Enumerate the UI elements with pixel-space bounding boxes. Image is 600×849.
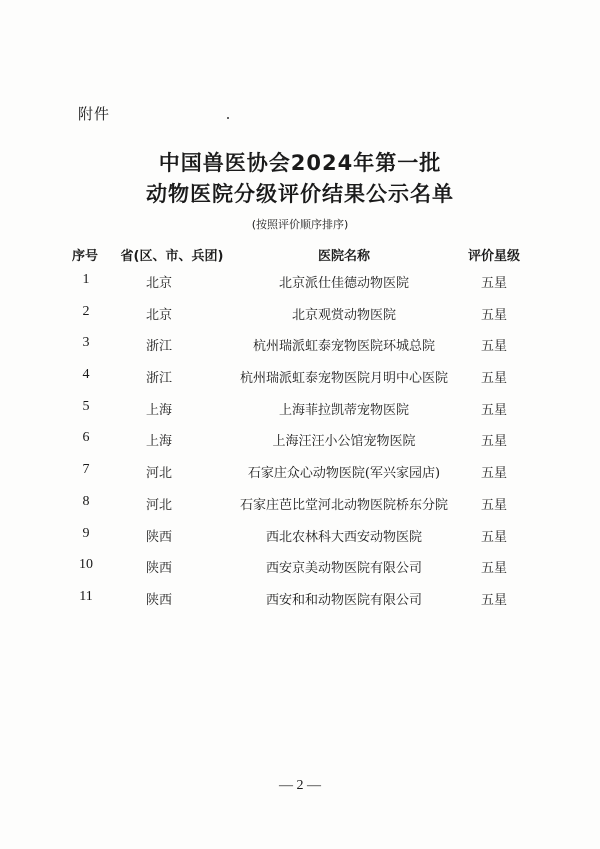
row-province: 北京 xyxy=(146,307,173,323)
row-no: 10 xyxy=(79,557,93,573)
row-hospital-name: 西北农林科大西安动物医院 xyxy=(265,529,422,545)
page-number: — 2 — xyxy=(279,778,321,793)
row-rating: 五星 xyxy=(480,561,507,577)
table-row xyxy=(0,430,600,462)
row-no: 8 xyxy=(82,493,90,509)
row-rating: 五星 xyxy=(480,497,507,513)
document-subtitle: (按照评价顺序排序) xyxy=(251,218,349,231)
row-no: 6 xyxy=(82,430,90,446)
row-no: 2 xyxy=(82,303,90,319)
row-hospital-name: 上海菲拉凯蒂宠物医院 xyxy=(278,402,409,418)
table-row xyxy=(0,494,600,526)
row-rating: 五星 xyxy=(480,529,507,545)
table-row xyxy=(0,367,600,399)
header-no: 序号 xyxy=(71,249,98,264)
row-rating: 五星 xyxy=(480,402,507,418)
document-title-line1: 中国兽医协会2024年第一批 xyxy=(158,151,442,175)
scan-speck xyxy=(227,117,229,119)
row-province: 上海 xyxy=(146,402,173,418)
table-body xyxy=(0,272,600,621)
row-no: 1 xyxy=(82,272,90,287)
row-rating: 五星 xyxy=(480,276,507,291)
table-row xyxy=(0,462,600,494)
row-hospital-name: 上海汪汪小公馆宠物医院 xyxy=(272,434,416,450)
row-rating: 五星 xyxy=(480,466,507,482)
header-rating: 评价星级 xyxy=(467,249,520,264)
row-no: 9 xyxy=(82,525,90,541)
row-hospital-name: 杭州瑞派虹泰宠物医院环城总院 xyxy=(252,339,435,355)
header-province: 省(区、市、兵团) xyxy=(120,249,224,264)
row-province: 陕西 xyxy=(146,592,173,608)
table-row xyxy=(0,335,600,367)
row-hospital-name: 石家庄芭比堂河北动物医院桥东分院 xyxy=(239,497,448,513)
row-hospital-name: 西安和和动物医院有限公司 xyxy=(265,592,422,608)
row-province: 浙江 xyxy=(146,339,173,355)
table-row xyxy=(0,272,600,304)
row-hospital-name: 北京观赏动物医院 xyxy=(291,307,396,323)
row-rating: 五星 xyxy=(480,592,507,608)
row-no: 3 xyxy=(82,335,90,351)
row-no: 5 xyxy=(82,398,90,414)
table-row xyxy=(0,526,600,558)
row-rating: 五星 xyxy=(480,371,507,387)
row-province: 陕西 xyxy=(146,529,173,545)
table-row xyxy=(0,557,600,589)
row-hospital-name: 北京派仕佳德动物医院 xyxy=(278,276,409,291)
row-province: 陕西 xyxy=(146,561,173,577)
row-hospital-name: 石家庄众心动物医院(军兴家园店) xyxy=(247,466,441,482)
row-province: 北京 xyxy=(146,276,173,291)
table-row xyxy=(0,304,600,336)
document-title-line2: 动物医院分级评价结果公示名单 xyxy=(146,182,454,206)
row-no: 4 xyxy=(82,367,90,383)
row-province: 河北 xyxy=(146,497,173,513)
row-no: 7 xyxy=(82,462,90,478)
table-header xyxy=(0,245,600,265)
row-rating: 五星 xyxy=(480,339,507,355)
row-hospital-name: 杭州瑞派虹泰宠物医院月明中心医院 xyxy=(239,371,448,387)
table-row xyxy=(0,589,600,621)
table-row xyxy=(0,399,600,431)
header-hospital: 医院名称 xyxy=(317,249,370,264)
row-hospital-name: 西安京美动物医院有限公司 xyxy=(265,561,422,577)
row-rating: 五星 xyxy=(480,307,507,323)
row-province: 浙江 xyxy=(146,371,173,387)
row-province: 上海 xyxy=(146,434,173,450)
row-no: 11 xyxy=(79,588,93,604)
attachment-label: 附件 xyxy=(78,105,111,123)
row-rating: 五星 xyxy=(480,434,507,450)
row-province: 河北 xyxy=(146,466,173,482)
